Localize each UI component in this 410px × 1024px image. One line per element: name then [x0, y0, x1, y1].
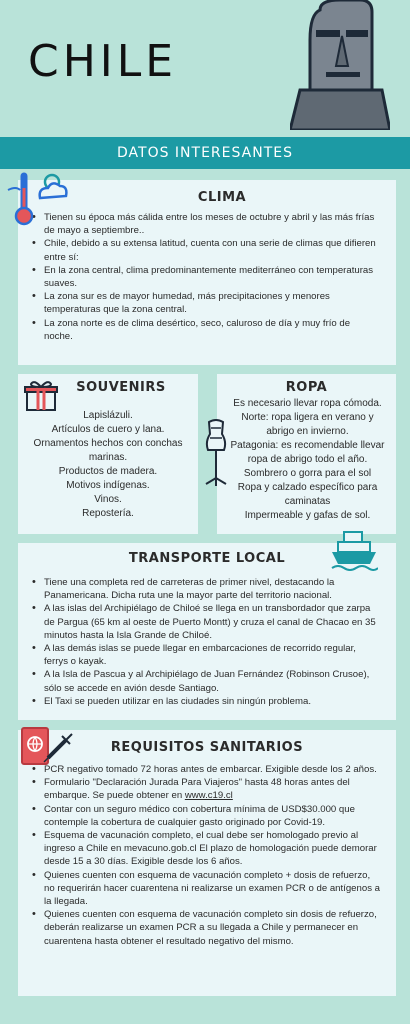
page-title: CHILE	[28, 36, 178, 87]
thermometer-cloud-sun-icon	[2, 168, 68, 234]
clima-heading: CLIMA	[197, 190, 247, 205]
souvenir-item: Motivos indígenas.	[66, 480, 150, 491]
list-item: • Quienes cuenten con esquema de vacunación completo sin dosis de refuerzo, deberán realizarse un examen PCR a su llegada a Chile y permanecer en cuarentena hasta obtener el resultado negativo del mismo.	[30, 908, 380, 948]
requisitos-list	[30, 763, 380, 948]
ropa-item: Patagonia: es recomendable llevar ropa de abrigo todo el año.	[230, 440, 385, 465]
c19-link[interactable]: www.c19.cl	[184, 790, 233, 802]
clima-list	[30, 211, 380, 343]
transporte-list	[30, 576, 380, 708]
list-item: • A la Isla de Pascua y al Archipiélago de Juan Fernández (Robinson Crusoe), sólo se accede en avión desde Santiago.	[30, 668, 380, 694]
list-item-formulario	[30, 776, 380, 802]
list-item: • La zona norte es de clima desértico, seco, caluroso de día y muy frío de noche.	[30, 317, 380, 343]
ropa-item: Es necesario llevar ropa cómoda.	[233, 398, 382, 409]
banner-text: DATOS INTERESANTES	[117, 145, 293, 161]
list-item: • En la zona central, clima predominantemente mediterráneo con temperaturas suaves.	[30, 264, 380, 290]
souvenirs-heading: SOUVENIRS	[76, 380, 166, 395]
passport-syringe-icon	[18, 722, 74, 778]
list-item: • A las demás islas se puede llegar en embarcaciones de recorrido regular, ferrys o kayak.	[30, 642, 380, 668]
banner	[0, 137, 410, 169]
clima-card	[18, 180, 396, 365]
list-item: • Tienen su época más cálida entre los meses de octubre y abril y las más frías de mayo a septiembre..	[30, 211, 380, 237]
transporte-heading: TRANSPORTE LOCAL	[128, 551, 286, 566]
list-item: • PCR negativo tomado 72 horas antes de embarcar. Exigible desde los 2 años.	[30, 763, 380, 776]
list-item: • Esquema de vacunación completo, el cual debe ser homologado previo al ingreso a Chile en mevacuno.gob.cl El plazo de homologación puede demorar desde 15 a 30 días. Exigible desde los 6 años.	[30, 829, 380, 869]
souvenir-item: Repostería.	[82, 508, 134, 519]
list-item: • La zona sur es de mayor humedad, más precipitaciones y menores temperaturas que la zona central.	[30, 290, 380, 316]
ropa-card	[217, 374, 396, 534]
ship-icon	[330, 528, 378, 572]
souvenir-item: Ornamentos hechos con conchas marinas.	[33, 438, 183, 463]
list-item: • El Taxi se pueden utilizar en las ciudades sin ningún problema.	[30, 695, 380, 708]
ropa-item: Ropa y calzado específico para caminatas	[237, 482, 378, 507]
souvenir-item: Vinos.	[94, 494, 122, 505]
ropa-item: Impermeable y gafas de sol.	[244, 510, 371, 521]
souvenir-item: Lapislázuli.	[83, 410, 133, 421]
ropa-item: Norte: ropa ligera en verano y abrigo en invierno.	[241, 412, 374, 437]
ropa-item: Sombrero o gorra para el sol	[243, 468, 372, 479]
list-item: • A las islas del Archipiélago de Chiloé se llega en un transbordador que zarpa de Pargua (65 km al oeste de Puerto Montt) y cruza el canal de Chacao en 35 minutos hasta la Isla Grande de Chiloé.	[30, 602, 380, 642]
list-item: • Chile, debido a su extensa latitud, cuenta con una serie de climas que difieren entre sí:	[30, 237, 380, 263]
dress-form-icon	[200, 418, 232, 488]
requisitos-card	[18, 730, 396, 996]
list-item: • Contar con un seguro médico con cobertura mínima de USD$30.000 que contemple la cobertura de cualquier gasto originado por Covid-19.	[30, 803, 380, 829]
souvenir-item: Productos de madera.	[58, 466, 158, 477]
list-item: • Quienes cuenten con esquema de vacunación completo + dosis de refuerzo, no requerirán hacer cuarentena ni realizarse un examen PCR o de antígenos a la llegada.	[30, 869, 380, 909]
ropa-heading: ROPA	[285, 380, 328, 395]
gift-icon	[24, 378, 58, 412]
requisitos-heading: REQUISITOS SANITARIOS	[110, 740, 304, 755]
list-item: • Tiene una completa red de carreteras de primer nivel, destacando la Panamericana. Dicha ruta une la mayor parte del territorio nacional.	[30, 576, 380, 602]
souvenir-item: Artículos de cuero y lana.	[51, 424, 165, 435]
formulario-text: Formulario "Declaración Jurada Para Viajeros" hasta 48 horas antes del embarque. Se puede obtener en	[44, 777, 350, 802]
moai-statue-icon	[290, 0, 390, 130]
